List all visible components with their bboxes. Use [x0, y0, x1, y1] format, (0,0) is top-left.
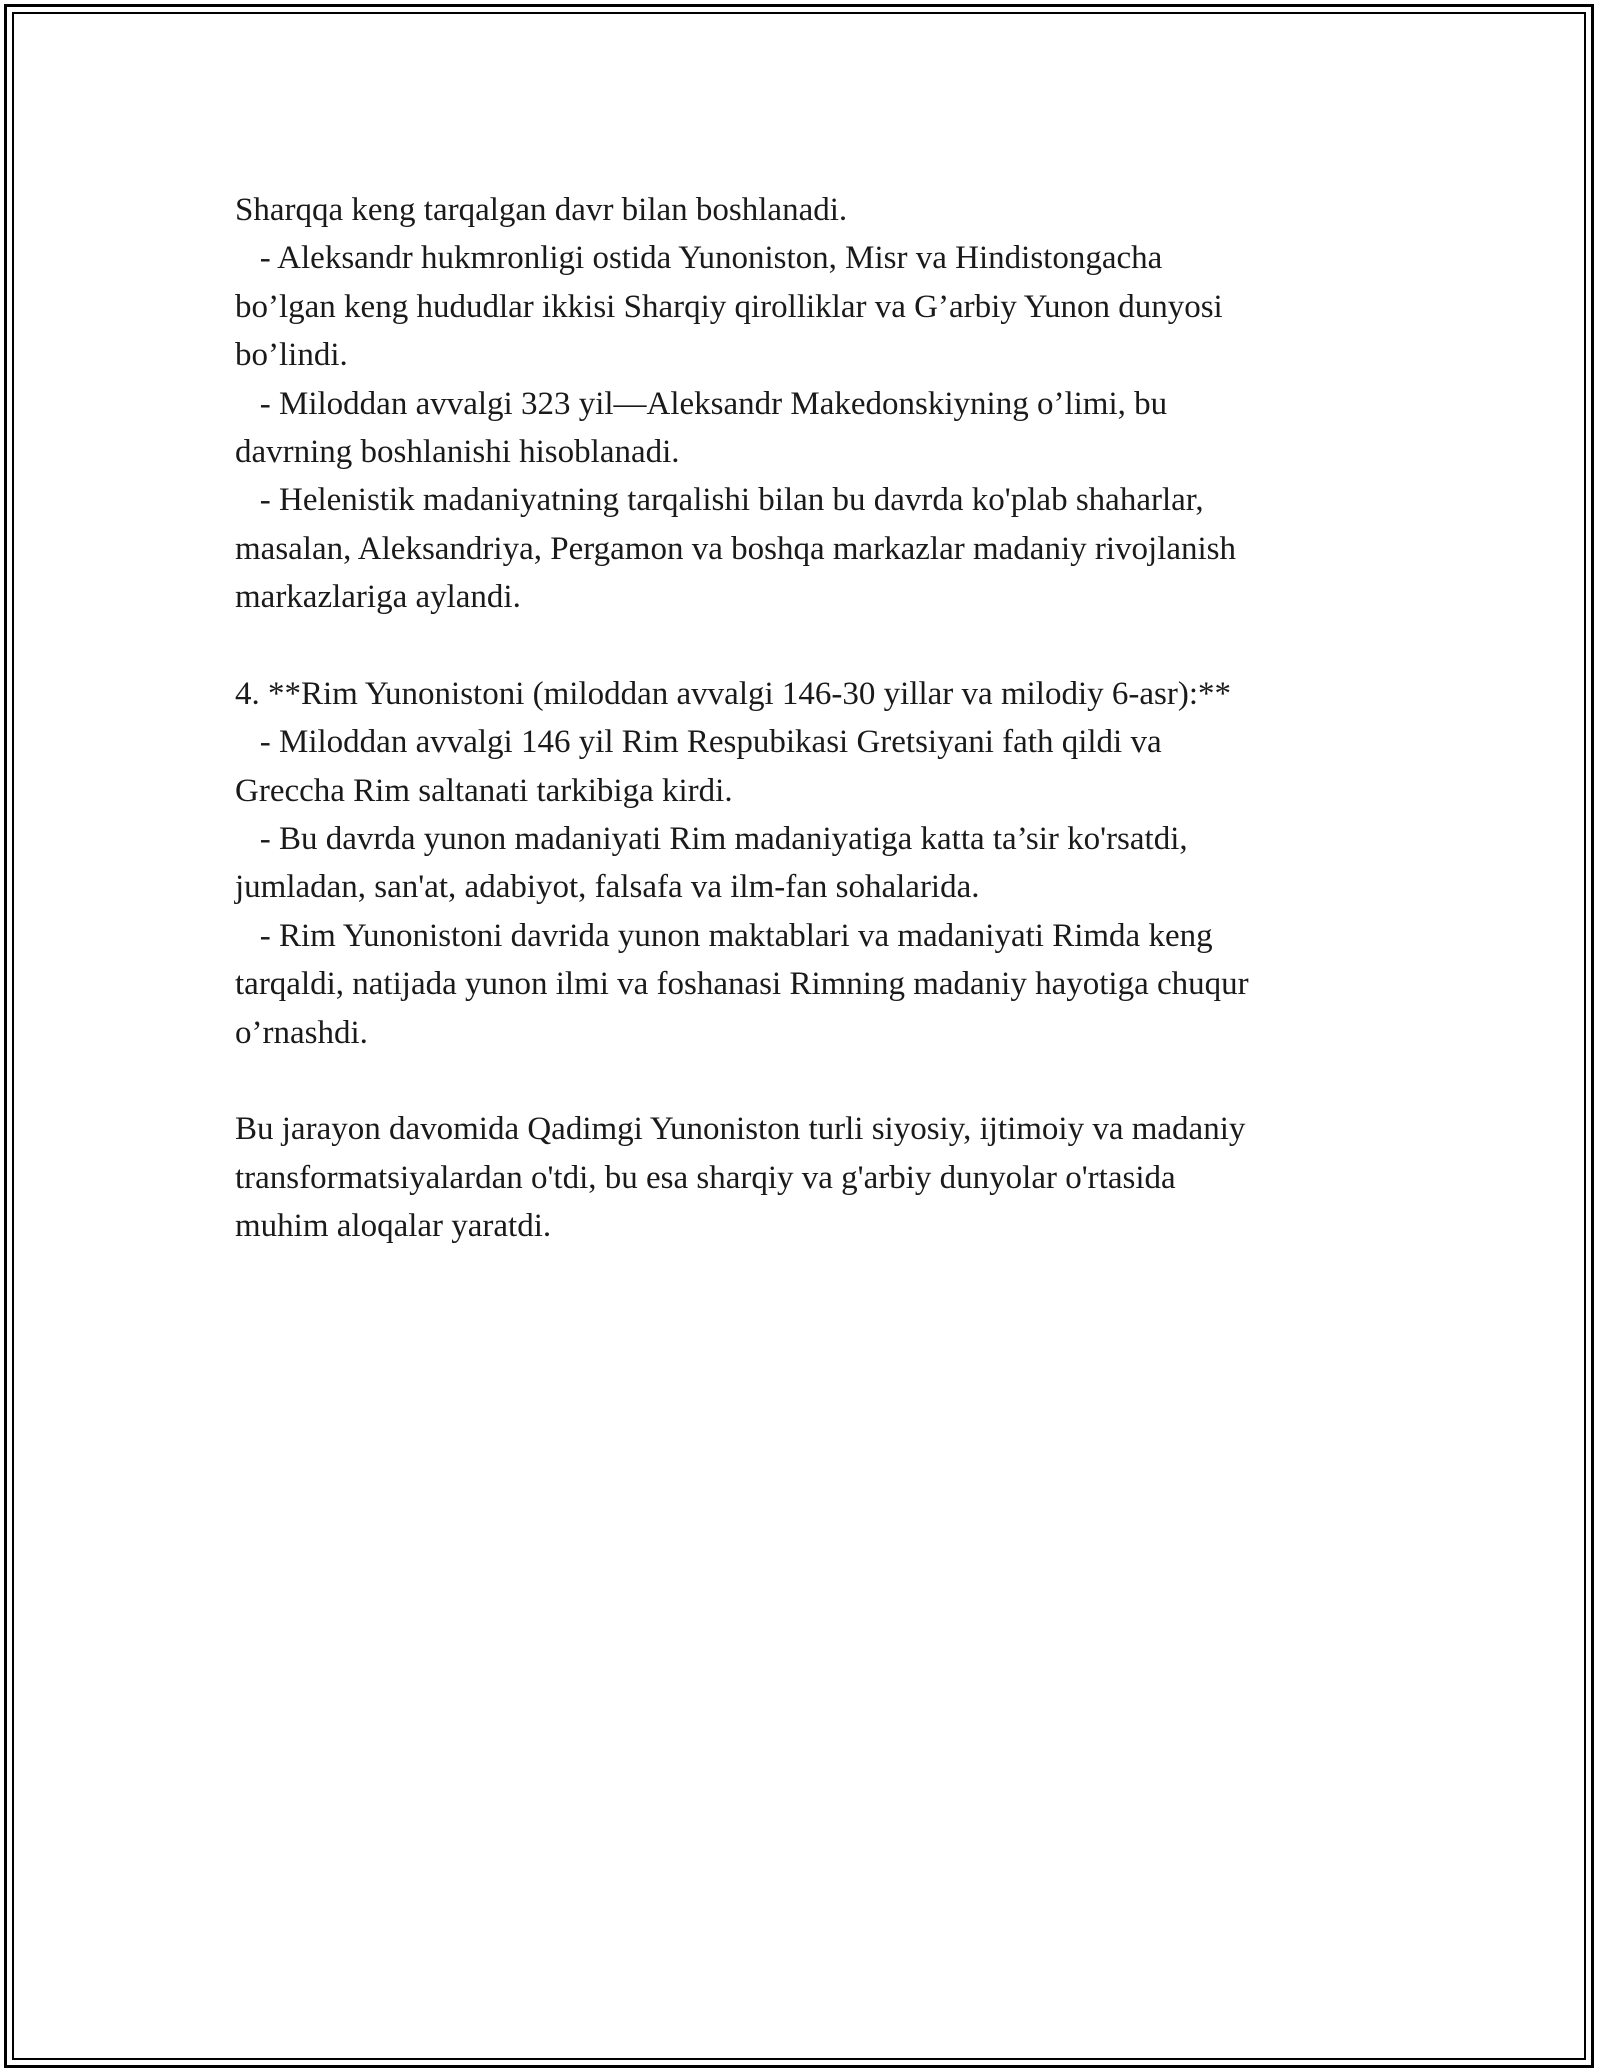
text-line: transformatsiyalardan o'tdi, bu esa sharqiy va g'arbiy dunyolar o'rtasida: [235, 1159, 1176, 1196]
text-line: Sharqqa keng tarqalgan davr bilan boshlanadi.: [235, 192, 848, 228]
text-line: - Miloddan avvalgi 323 yil—Aleksandr Makedonskiyning o’limi, bu: [235, 385, 1168, 422]
document-body: [235, 186, 1395, 1251]
text-line: markazlariga aylandi.: [235, 579, 521, 616]
text-line: - Aleksandr hukmronligi ostida Yunoniston, Misr va Hindistongacha: [235, 240, 1163, 277]
text-line: - Miloddan avvalgi 146 yil Rim Respubikasi Gretsiyani fath qildi va: [235, 724, 1162, 761]
text-line: muhim aloqalar yaratdi.: [235, 1208, 552, 1245]
text-line: Bu jarayon davomida Qadimgi Yunoniston turli siyosiy, ijtimoiy va madaniy: [235, 1111, 1246, 1148]
text-line: bo’lindi.: [235, 337, 348, 374]
text-line: masalan, Aleksandriya, Pergamon va boshqa markazlar madaniy rivojlanish: [235, 530, 1237, 567]
text-line: o’rnashdi.: [235, 1014, 368, 1051]
paragraph-gap: [235, 1057, 1395, 1105]
section-heading: 4. **Rim Yunonistoni (miloddan avvalgi 146-30 yillar va milodiy 6-asr):**: [235, 675, 1231, 712]
text-line: davrning boshlanishi hisoblanadi.: [235, 433, 680, 470]
text-line: bo’lgan keng hududlar ikkisi Sharqiy qirolliklar va G’arbiy Yunon dunyosi: [235, 288, 1223, 325]
text-line: jumladan, san'at, adabiyot, falsafa va ilm-fan sohalarida.: [235, 869, 980, 906]
text-line: tarqaldi, natijada yunon ilmi va foshanasi Rimning madaniy hayotiga chuqur: [235, 966, 1249, 1003]
text-line: - Bu davrda yunon madaniyati Rim madaniyatiga katta ta’sir ko'rsatdi,: [235, 821, 1188, 858]
text-line: - Rim Yunonistoni davrida yunon maktablari va madaniyati Rimda keng: [235, 917, 1213, 954]
paragraph-gap: [235, 622, 1395, 670]
text-line: Greccha Rim saltanati tarkibiga kirdi.: [235, 772, 733, 809]
text-line: - Helenistik madaniyatning tarqalishi bilan bu davrda ko'plab shaharlar,: [235, 482, 1204, 519]
